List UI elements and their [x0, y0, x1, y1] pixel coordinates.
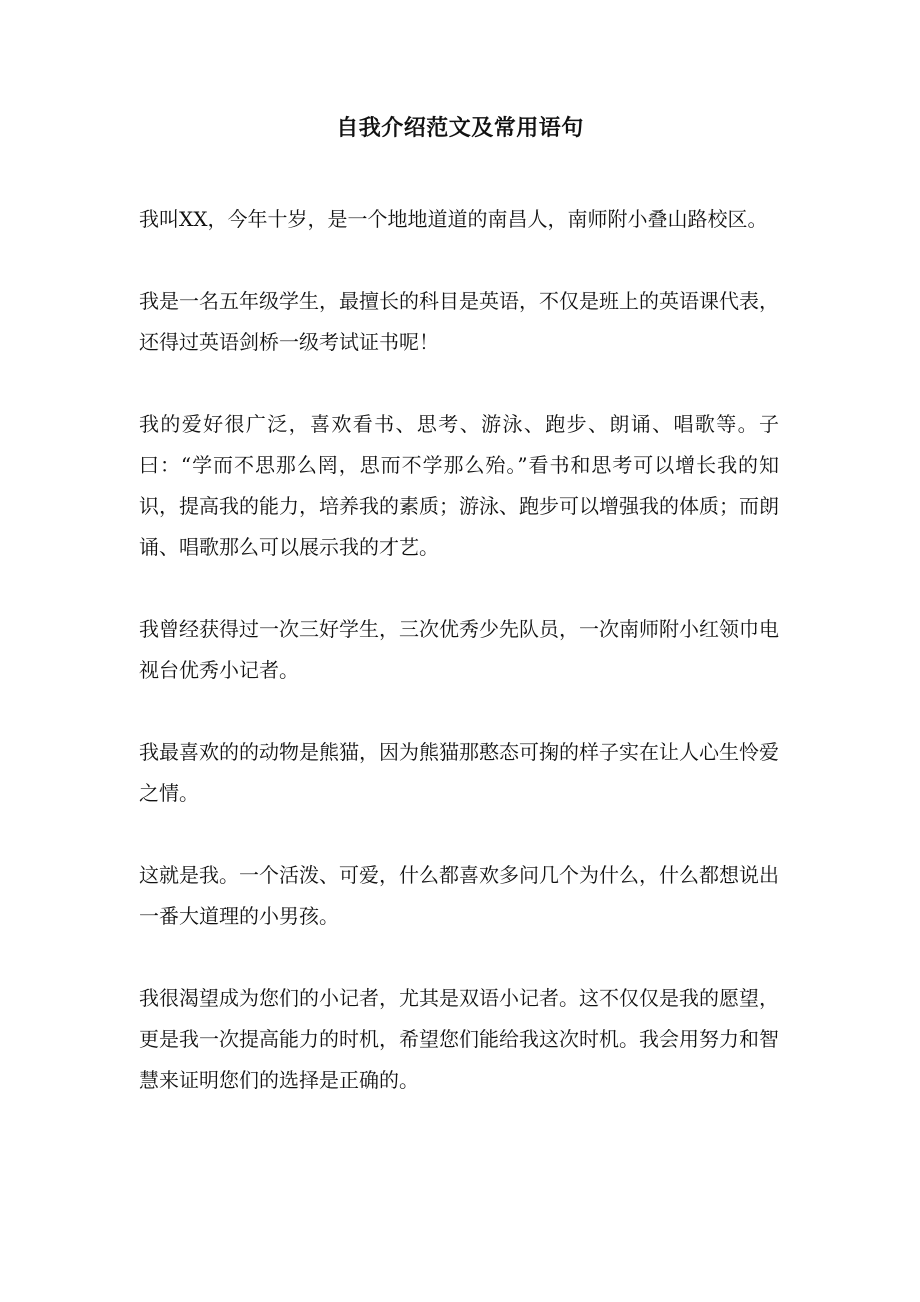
paragraph-intro: 我叫XX，今年十岁，是一个地地道道的南昌人，南师附小叠山路校区。: [139, 207, 768, 231]
paragraph-study: 我是一名五年级学生，最擅长的科目是英语，不仅是班上的英语课代表，还得过英语剑桥一级考试证书呢！: [139, 289, 779, 354]
paragraph-honors: 我曾经获得过一次三好学生，三次优秀少先队员，一次南师附小红领巾电视台优秀小记者。: [139, 617, 779, 682]
paragraph-self-summary: 这就是我。一个活泼、可爱，什么都喜欢多问几个为什么，什么都想说出一番大道理的小男孩。: [139, 863, 779, 928]
document-title: 自我介绍范文及常用语句: [336, 115, 584, 141]
document-body: [139, 199, 779, 1142]
paragraph-hobbies: 我的爱好很广泛，喜欢看书、思考、游泳、跑步、朗诵、唱歌等。子曰：“学而不思那么罔，思而不学那么殆。”看书和思考可以增长我的知识，提高我的能力，培养我的素质；游泳、跑步可以增强我的体质；而朗诵、唱歌那么可以展示我的才艺。: [139, 412, 779, 559]
paragraph-favorite-animal: 我最喜欢的的动物是熊猫，因为熊猫那憨态可掬的样子实在让人心生怜爱之情。: [139, 740, 779, 805]
paragraph-closing: 我很渴望成为您们的小记者，尤其是双语小记者。这不仅仅是我的愿望，更是我一次提高能力的时机，希望您们能给我这次时机。我会用努力和智慧来证明您们的选择是正确的。: [139, 986, 779, 1092]
